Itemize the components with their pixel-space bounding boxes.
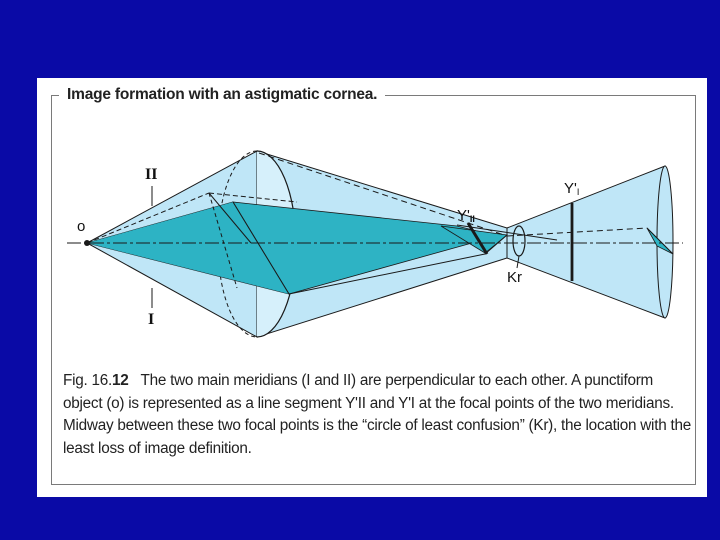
object-label: o (77, 218, 86, 235)
figure-number-prefix: Fig. 16. (63, 372, 113, 389)
meridian-1-label: I (148, 311, 155, 328)
focal-1-subscript: I (576, 187, 580, 197)
focal-2-prime: Y' (457, 207, 470, 224)
object-point (84, 240, 90, 246)
focal-2-label (457, 207, 475, 224)
focal-1-prime: Y' (564, 180, 577, 197)
meridian-2-label: II (145, 166, 158, 183)
figure-caption (63, 370, 693, 460)
focal-2-subscript: II (469, 214, 475, 224)
figure-title: Image formation with an astigmatic cornea. (59, 86, 385, 104)
figure-number-bold: 12 (112, 372, 129, 389)
diverging-light-cone (507, 166, 665, 318)
figure-panel (37, 78, 707, 497)
focal-1-label (564, 180, 579, 197)
caption-text: The two main meridians (I and II) are perpendicular to each other. A punctiform object (o) is represented as a line segment Y'II and Y'I at the focal points of the two meridians. Midway between these two focal points is the “circle of least confusion” (Kr), the location with the least loss of image definition. (63, 372, 691, 457)
figure-number (63, 372, 129, 389)
kr-label: Kr (507, 269, 522, 286)
